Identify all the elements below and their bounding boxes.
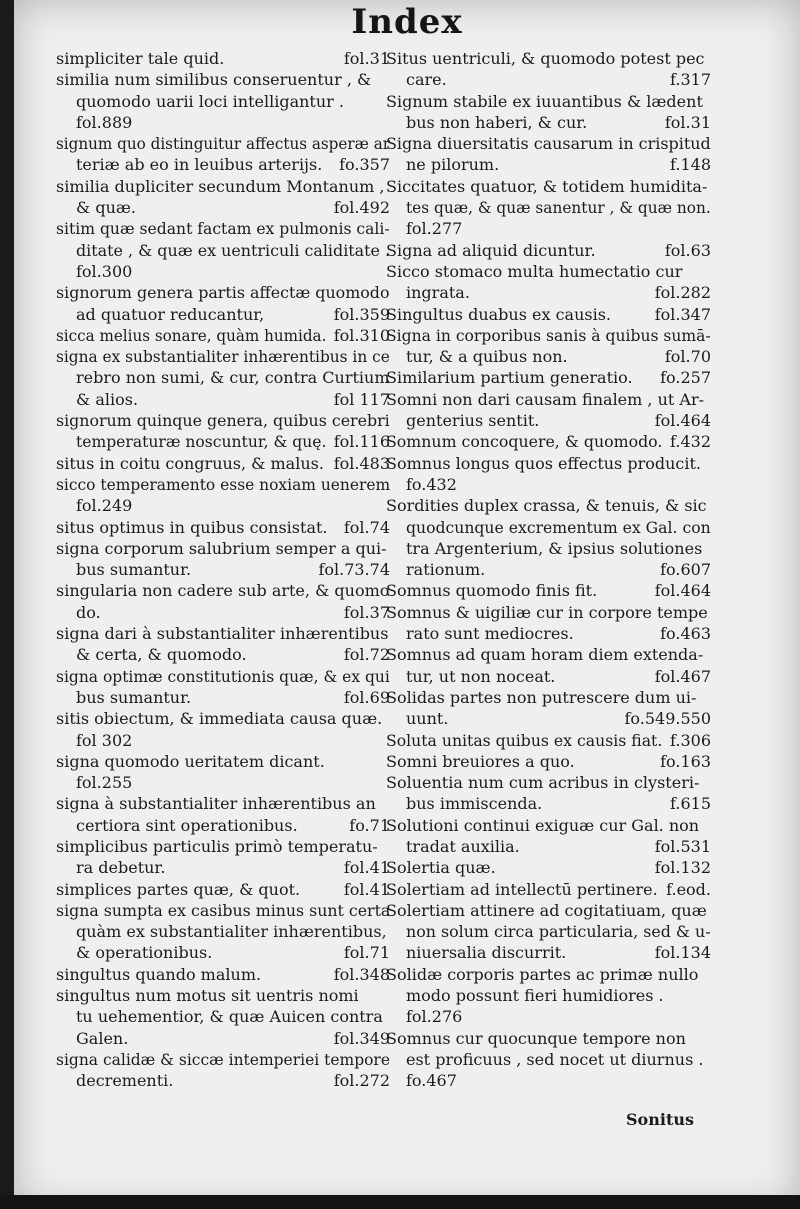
entry-text: do.: [76, 602, 101, 622]
entry-text: situs in coitu congruus, & malus.: [56, 453, 324, 473]
index-entry-line: [56, 900, 390, 921]
entry-text: Solidæ corporis partes ac primæ nullo: [386, 964, 699, 984]
entry-text: quodcunque excrementum ex Gal. con: [406, 517, 711, 537]
folio-reference: fo.463: [660, 624, 711, 644]
index-entry-line: [386, 495, 711, 516]
index-entry-line: [386, 346, 711, 367]
folio-reference: fol.348: [333, 964, 390, 984]
folio-reference: fol.310: [333, 325, 390, 345]
index-entry-line: [56, 687, 390, 708]
index-entry-line: [386, 48, 711, 69]
entry-text: & certa, & quomodo.: [76, 645, 247, 665]
entry-text: Solidas partes non putrescere dum ui-: [386, 687, 697, 707]
index-entry-line: [386, 559, 711, 580]
index-entry-line: [56, 815, 390, 836]
entry-text: fol 302: [76, 730, 133, 750]
index-entry-line: [56, 1006, 390, 1027]
entry-text: certiora sint operationibus.: [76, 815, 298, 835]
entry-text: Somnus longus quos effectus producit.: [386, 453, 702, 473]
index-entry-line: [386, 112, 711, 133]
entry-text: genterius sentit.: [406, 411, 540, 431]
entry-text: Signa diuersitatis causarum in crispitud: [386, 134, 711, 154]
book-page: [14, 0, 800, 1209]
index-entry-line: [56, 879, 390, 900]
entry-text: temperaturæ noscuntur, & quę.: [76, 432, 327, 452]
entry-text: simpliciter tale quid.: [56, 49, 225, 68]
folio-reference: fol.72: [343, 645, 390, 665]
index-entry-line: [56, 431, 390, 452]
index-entry-line: [386, 325, 711, 346]
index-entry-line: [56, 751, 390, 772]
entry-text: simplices partes quæ, & quot.: [56, 879, 301, 899]
entry-text: & alios.: [76, 389, 139, 409]
folio-reference: fol.282: [654, 283, 711, 303]
right-index-column: [386, 48, 711, 1092]
index-entry-line: [386, 985, 711, 1006]
entry-text: tra Argenterium, & ipsius solutiones: [406, 538, 703, 558]
index-entry-line: [56, 964, 390, 985]
index-entry-line: [56, 495, 390, 516]
folio-reference: f.317: [670, 70, 711, 90]
entry-text: ingrata.: [406, 283, 470, 303]
index-entry-line: [56, 218, 390, 239]
index-entry-line: [56, 410, 390, 431]
folio-reference: fol.74: [343, 517, 390, 537]
index-entry-line: [386, 687, 711, 708]
folio-reference: fol.73.74: [318, 560, 390, 580]
index-entry-line: [386, 964, 711, 985]
entry-text: quomodo uarii loci intelligantur .: [76, 91, 344, 111]
entry-text: fo.467: [406, 1071, 457, 1091]
entry-text: tur, & a quibus non.: [406, 347, 568, 367]
entry-text: Somnus ad quam horam diem extenda-: [386, 645, 704, 665]
index-entry-line: [386, 453, 711, 474]
entry-text: rebro non sumi, & cur, contra Curtium: [76, 368, 390, 388]
folio-reference: fol.464: [654, 411, 711, 431]
folio-reference: fo.163: [660, 751, 711, 771]
folio-reference: fol.134: [654, 943, 711, 963]
entry-text: sicco temperamento esse noxiam uenerem: [56, 474, 391, 494]
index-entry-line: [386, 602, 711, 623]
folio-reference: f.432: [670, 432, 711, 452]
index-entry-line: [56, 261, 390, 282]
index-entry-line: [56, 304, 390, 325]
entry-text: Solutioni continui exiguæ cur Gal. non: [386, 815, 700, 835]
folio-reference: fol.70: [664, 347, 711, 367]
entry-text: care.: [406, 70, 447, 90]
index-entry-line: [386, 1006, 711, 1027]
entry-text: Signum stabile ex iuuantibus & lædent: [386, 91, 703, 111]
index-entry-line: [56, 644, 390, 665]
index-entry-line: [56, 453, 390, 474]
folio-reference: fol.272: [333, 1071, 390, 1091]
folio-reference: fol.41: [343, 879, 390, 899]
index-entry-line: [56, 112, 390, 133]
index-entry-line: [386, 474, 711, 495]
entry-text: signa optimæ constitutionis quæ, & ex qui: [56, 666, 390, 686]
entry-text: Sicco stomaco multa humectatio cur: [386, 261, 683, 281]
entry-text: signorum quinque genera, quibus cerebri: [56, 411, 390, 431]
entry-text: Somni non dari causam finalem , ut Ar-: [386, 389, 705, 409]
entry-text: signa à substantialiter inhærentibus an: [56, 794, 376, 814]
folio-reference: f.148: [670, 155, 711, 175]
entry-text: Somnus cur quocunque tempore non: [386, 1028, 686, 1048]
entry-text: tu uehementior, & quæ Auicen contra: [76, 1007, 383, 1027]
scan-border: [0, 1195, 800, 1209]
index-entry-line: [386, 708, 711, 729]
index-entry-line: [56, 154, 390, 175]
index-entry-line: [386, 644, 711, 665]
index-entry-line: [386, 1028, 711, 1049]
index-entry-line: [386, 517, 711, 538]
index-entry-line: [386, 793, 711, 814]
folio-reference: fol.132: [654, 858, 711, 878]
entry-text: ne pilorum.: [406, 155, 500, 175]
index-entry-line: [386, 218, 711, 239]
index-entry-line: [386, 240, 711, 261]
index-entry-line: [56, 985, 390, 1006]
entry-text: modo possunt fieri humidiores .: [406, 986, 664, 1006]
index-entry-line: [56, 559, 390, 580]
index-entry-line: [386, 431, 711, 452]
folio-reference: fol.71: [343, 943, 390, 963]
index-entry-line: [56, 69, 390, 90]
folio-reference: fo.357: [339, 155, 390, 175]
folio-reference: f.306: [670, 730, 711, 750]
index-entry-line: [56, 1049, 390, 1070]
folio-reference: fol.31: [343, 49, 390, 68]
index-entry-line: [386, 772, 711, 793]
entry-text: & quæ.: [76, 198, 136, 218]
page-title: Index: [351, 2, 463, 42]
entry-text: fo.432: [406, 474, 457, 494]
entry-text: signa dari à substantialiter inhærentibus: [56, 624, 389, 644]
folio-reference: f.615: [670, 794, 711, 814]
folio-reference: fol.116: [333, 432, 390, 452]
entry-text: signa calidæ & siccæ intemperiei tempore: [56, 1049, 391, 1069]
index-entry-line: [386, 730, 711, 751]
entry-text: similia dupliciter secundum Montanum ,: [56, 176, 385, 196]
entry-text: Siccitates quatuor, & totidem humidita-: [386, 176, 708, 196]
entry-text: sitim quæ sedant factam ex pulmonis cali-: [56, 219, 390, 239]
index-entry-line: [56, 197, 390, 218]
entry-text: signa ex substantialiter inhærentibus in ce: [56, 347, 390, 367]
index-entry-line: [56, 708, 390, 729]
entry-text: Somnus & uigiliæ cur in corpore tempe: [386, 602, 708, 622]
entry-text: signorum genera partis affectæ quomodo: [56, 283, 390, 303]
index-entry-line: [386, 304, 711, 325]
entry-text: bus non haberi, & cur.: [406, 112, 588, 132]
entry-text: Soluta unitas quibus ex causis fiat.: [386, 730, 663, 750]
index-entry-line: [386, 176, 711, 197]
folio-reference: fo.257: [660, 368, 711, 388]
index-entry-line: [386, 538, 711, 559]
entry-text: rationum.: [406, 560, 486, 580]
entry-text: Signa ad aliquid dicuntur.: [386, 240, 596, 260]
index-entry-line: [56, 730, 390, 751]
index-entry-line: [56, 580, 390, 601]
folio-reference: fol.492: [333, 198, 390, 218]
entry-text: uunt.: [406, 709, 449, 729]
index-entry-line: [386, 367, 711, 388]
index-entry-line: [56, 240, 390, 261]
entry-text: non solum circa particularia, sed & u-: [406, 922, 711, 942]
entry-text: ad quatuor reducantur,: [76, 304, 265, 324]
index-entry-line: [386, 580, 711, 601]
index-entry-line: [386, 1070, 711, 1091]
folio-reference: fol.37: [343, 602, 390, 622]
index-entry-line: [56, 942, 390, 963]
entry-text: Somni breuiores a quo.: [386, 751, 575, 771]
index-entry-line: [386, 261, 711, 282]
index-entry-line: [56, 836, 390, 857]
folio-reference: fo.607: [660, 560, 711, 580]
folio-reference: fol.347: [654, 304, 711, 324]
index-entry-line: [56, 602, 390, 623]
index-entry-line: [386, 623, 711, 644]
folio-reference: fol.69: [343, 687, 390, 707]
entry-text: Solertia quæ.: [386, 858, 496, 878]
index-entry-line: [56, 517, 390, 538]
entry-text: signa sumpta ex casibus minus sunt certa: [56, 900, 391, 920]
entry-text: Somnus quomodo finis fit.: [386, 581, 598, 601]
entry-text: & operationibus.: [76, 943, 213, 963]
catchword: Sonitus: [626, 1110, 694, 1129]
entry-text: Signa in corporibus sanis à quibus sumā-: [386, 325, 711, 345]
entry-text: Solertiam attinere ad cogitatiuam, quæ: [386, 900, 707, 920]
index-entry-line: [386, 282, 711, 303]
index-entry-line: [386, 1049, 711, 1070]
index-entry-line: [386, 666, 711, 687]
entry-text: Somnum concoquere, & quomodo.: [386, 432, 663, 452]
entry-text: tes quæ, & quæ sanentur , & quæ non.: [406, 198, 711, 218]
entry-text: tradat auxilia.: [406, 836, 520, 856]
entry-text: bus sumantur.: [76, 687, 192, 707]
index-entry-line: [386, 133, 711, 154]
entry-text: ra debetur.: [76, 858, 166, 878]
index-entry-line: [386, 751, 711, 772]
entry-text: singularia non cadere sub arte, & quomo: [56, 581, 390, 601]
index-entry-line: [386, 900, 711, 921]
entry-text: ditate , & quæ ex uentriculi caliditate .: [76, 240, 391, 260]
entry-text: sicca melius sonare, quàm humida.: [56, 325, 327, 345]
entry-text: bus sumantur.: [76, 560, 192, 580]
left-index-column: [56, 48, 390, 1092]
index-entry-line: [56, 1070, 390, 1091]
folio-reference: fol.359: [333, 304, 390, 324]
folio-reference: fol.41: [343, 858, 390, 878]
index-entry-line: [56, 282, 390, 303]
entry-text: signa quomodo ueritatem dicant.: [56, 751, 325, 771]
index-entry-line: [56, 623, 390, 644]
index-entry-line: [56, 474, 390, 495]
index-entry-line: [56, 772, 390, 793]
folio-reference: fol.31: [664, 112, 711, 132]
index-entry-line: [386, 389, 711, 410]
folio-reference: fo.549.550: [624, 709, 711, 729]
index-entry-line: [56, 176, 390, 197]
entry-text: est proficuus , sed nocet ut diurnus .: [406, 1049, 704, 1069]
folio-reference: fol.63: [664, 240, 711, 260]
index-entry-line: [56, 346, 390, 367]
index-entry-line: [56, 793, 390, 814]
entry-text: fol.249: [76, 496, 133, 516]
index-entry-line: [56, 666, 390, 687]
index-entry-line: [56, 91, 390, 112]
entry-text: fol.300: [76, 261, 133, 281]
folio-reference: fol 117: [333, 389, 390, 409]
index-entry-line: [386, 91, 711, 112]
index-entry-line: [56, 48, 390, 69]
entry-text: tur, ut non noceat.: [406, 666, 556, 686]
entry-text: fol.889: [76, 112, 133, 132]
entry-text: fol.277: [406, 219, 463, 239]
index-entry-line: [386, 69, 711, 90]
entry-text: Similarium partium generatio.: [386, 368, 633, 388]
folio-reference: fol.464: [654, 581, 711, 601]
index-entry-line: [56, 133, 390, 154]
entry-text: singultus num motus sit uentris nomi: [56, 986, 359, 1006]
index-entry-line: [386, 154, 711, 175]
index-entry-line: [386, 879, 711, 900]
entry-text: singultus quando malum.: [56, 964, 262, 984]
index-entry-line: [56, 389, 390, 410]
entry-text: situs optimus in quibus consistat.: [56, 517, 328, 537]
entry-text: teriæ ab eo in leuibus arterijs.: [76, 155, 323, 175]
entry-text: simplicibus particulis primò temperatu-: [56, 836, 378, 856]
folio-reference: fol.483: [333, 453, 390, 473]
index-entry-line: [56, 921, 390, 942]
entry-text: rato sunt mediocres.: [406, 624, 574, 644]
entry-text: fol.255: [76, 773, 133, 793]
index-entry-line: [56, 857, 390, 878]
entry-text: bus immiscenda.: [406, 794, 543, 814]
index-entry-line: [386, 836, 711, 857]
folio-reference: fol.349: [333, 1028, 390, 1048]
folio-reference: fol.467: [654, 666, 711, 686]
folio-reference: fol.531: [654, 836, 711, 856]
entry-text: decrementi.: [76, 1071, 174, 1091]
entry-text: similia num similibus conseruentur , &: [56, 70, 372, 90]
index-entry-line: [386, 815, 711, 836]
index-entry-line: [56, 325, 390, 346]
index-entry-line: [386, 942, 711, 963]
entry-text: Soluentia num cum acribus in clysteri-: [386, 773, 700, 793]
entry-text: quàm ex substantialiter inhærentibus,: [76, 922, 387, 942]
entry-text: signum quo distinguitur affectus asperæ ar: [56, 134, 391, 154]
index-entry-line: [56, 1028, 390, 1049]
entry-text: Singultus duabus ex causis.: [386, 304, 612, 324]
index-entry-line: [386, 921, 711, 942]
entry-text: Situs uentriculi, & quomodo potest pec: [386, 49, 705, 68]
entry-text: Sordities duplex crassa, & tenuis, & sic: [386, 496, 707, 516]
index-entry-line: [56, 538, 390, 559]
index-entry-line: [386, 197, 711, 218]
index-entry-line: [386, 857, 711, 878]
entry-text: signa corporum salubrium semper a qui-: [56, 538, 387, 558]
entry-text: sitis obiectum, & immediata causa quæ.: [56, 709, 383, 729]
folio-reference: f.eod.: [666, 879, 711, 899]
entry-text: fol.276: [406, 1007, 463, 1027]
index-entry-line: [56, 367, 390, 388]
index-entry-line: [386, 410, 711, 431]
entry-text: Galen.: [76, 1028, 129, 1048]
entry-text: Solertiam ad intellectū pertinere.: [386, 879, 658, 899]
folio-reference: fo.71: [349, 815, 390, 835]
entry-text: niuersalia discurrit.: [406, 943, 567, 963]
